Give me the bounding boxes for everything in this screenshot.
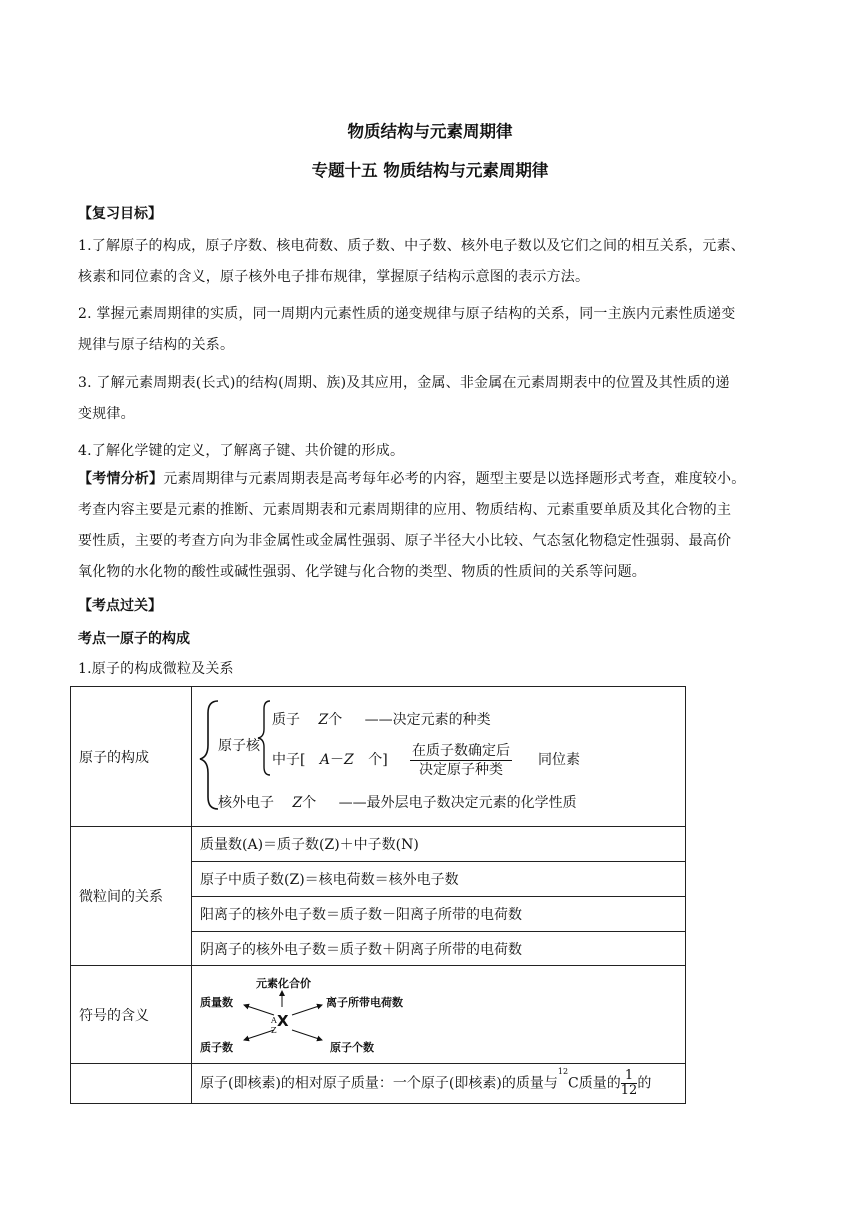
electrons-z: Z [292,795,303,811]
relation-anion-electrons: 阴离子的核外电子数＝质子数＋阴离子所带的电荷数 [192,932,686,966]
point1-heading: 考点一原子的构成 [78,631,190,647]
outer-brace [200,701,218,809]
relative-mass-sup: 12 [557,1067,569,1076]
neutron-fraction [410,742,512,779]
neutron-minus: － [330,752,345,768]
proton-desc: ——决定元素的种类 [364,712,491,728]
symbol-x: X [277,1012,289,1030]
symbol-z: Z [271,1026,277,1035]
table-row-label: 微粒间的关系 [71,827,192,966]
relative-mass-text-a: 原子(即核素)的相对原子质量：一个原子(即核素)的质量与 [200,1075,558,1092]
one-twelfth-fraction [621,1069,638,1098]
review-goal-4: 4.了解化学键的定义，了解离子键、共价键的形成。 [78,443,405,459]
checkpoints-heading: 【考点过关】 [78,598,162,614]
neutron-label: 中子[ [272,752,306,768]
table-row-label: 原子的构成 [71,687,192,827]
relative-atomic-mass-cell [192,1064,686,1104]
symbol-proton: 质子数 [200,1041,233,1054]
relative-mass-text-c: 的 [637,1075,652,1092]
table-row-label-empty [71,1064,192,1104]
electrons-desc: ——最外层电子数决定元素的化学性质 [338,795,577,811]
table-row [71,687,686,827]
review-goal-1 [78,231,790,293]
proton-label: 质子 [272,712,300,728]
frac-num: 1 [621,1069,638,1084]
nucleus-label: 原子核 [218,738,260,754]
relation-cation-electrons: 阳离子的核外电子数＝质子数－阳离子所带的电荷数 [192,897,686,932]
electrons-line [218,792,577,812]
relative-mass-text-b: C质量的 [568,1075,621,1092]
neutron-line [272,749,388,769]
table-row [71,827,686,862]
neutron-a: A [319,752,331,768]
frac-den: 12 [620,1083,638,1098]
symbol-mass: 质量数 [200,996,233,1009]
review-goals-heading: 【复习目标】 [78,206,162,222]
isotope-label: 同位素 [538,752,580,768]
document-subtitle: 专题十五 物质结构与元素周期律 [311,161,549,180]
table-row-label: 符号的含义 [71,966,192,1064]
review-goal-2-line-2: 规律与原子结构的关系。 [78,337,235,353]
symbol-charge: 离子所带电荷数 [326,996,403,1009]
electrons-ge: 个 [302,795,317,811]
review-goal-3-line-1: 3. 了解元素周期表(长式)的结构(周期、族)及其应用，金属、非金属在元素周期表中的位置及其性质的递 [78,375,730,391]
arrow-proton [244,1030,274,1040]
neutron-ge: 个] [368,752,388,768]
arrow-count [292,1030,322,1040]
document-title: 物质结构与元素周期律 [347,122,513,141]
review-goal-1-line-2: 核素和同位素的含义，原子核外电子排布规律，掌握原子结构示意图的表示方法。 [78,269,590,285]
arrow-mass [244,1005,274,1015]
symbol-count: 原子个数 [330,1041,374,1054]
exam-analysis-line-1: 元素周期律与元素周期表是高考每年必考的内容，题型主要是以选择题形式考查，难度较小。 [163,471,746,487]
relation-proton-number: 原子中质子数(Z)＝核电荷数＝核外电子数 [192,862,686,897]
exam-analysis [78,464,790,588]
proton-ge: 个 [328,712,343,728]
exam-analysis-line-3: 要性质，主要的考查方向为非金属性或金属性强弱、原子半径大小比较、气态氢化物稳定性强弱、最高价 [78,533,732,549]
symbol-a: A [271,1016,277,1025]
review-goal-3 [78,368,790,430]
table-row [71,966,686,1064]
neutron-frac-top: 在质子数确定后 [412,743,510,759]
symbol-meaning-cell [192,966,686,1064]
proton-z: Z [318,712,329,728]
review-goal-2-line-1: 2. 掌握元素周期律的实质，同一周期内元素性质的递变规律与原子结构的关系，同一主族内元素性质递变 [78,306,736,322]
neutron-frac-bottom: 决定原子种类 [419,762,503,778]
arrow-charge [292,1005,322,1015]
exam-analysis-line-4: 氧化物的水化物的酸性或碱性强弱、化学键与化合物的类型、物质的性质间的关系等问题。 [78,564,646,580]
review-goal-3-line-2: 变规律。 [78,406,135,422]
atom-structure-table [70,686,686,1104]
point1-subheading: 1.原子的构成微粒及关系 [78,661,234,677]
exam-analysis-line-2: 考查内容主要是元素的推断、元素周期表和元素周期律的应用、物质结构、元素重要单质及其化合物的主 [78,502,732,518]
electrons-label: 核外电子 [218,795,274,811]
neutron-z: Z [344,752,354,768]
proton-line [272,709,491,729]
atom-composition-cell [192,687,686,827]
table-row [71,1064,686,1104]
symbol-valence: 元素化合价 [256,977,311,990]
review-goal-2 [78,299,790,361]
review-goal-1-line-1: 1.了解原子的构成，原子序数、核电荷数、质子数、中子数、核外电子数以及它们之间的相互关系，元素、 [78,238,745,254]
relation-mass-number: 质量数(A)＝质子数(Z)＋中子数(N) [192,827,686,862]
exam-analysis-label: 【考情分析】 [78,471,164,487]
